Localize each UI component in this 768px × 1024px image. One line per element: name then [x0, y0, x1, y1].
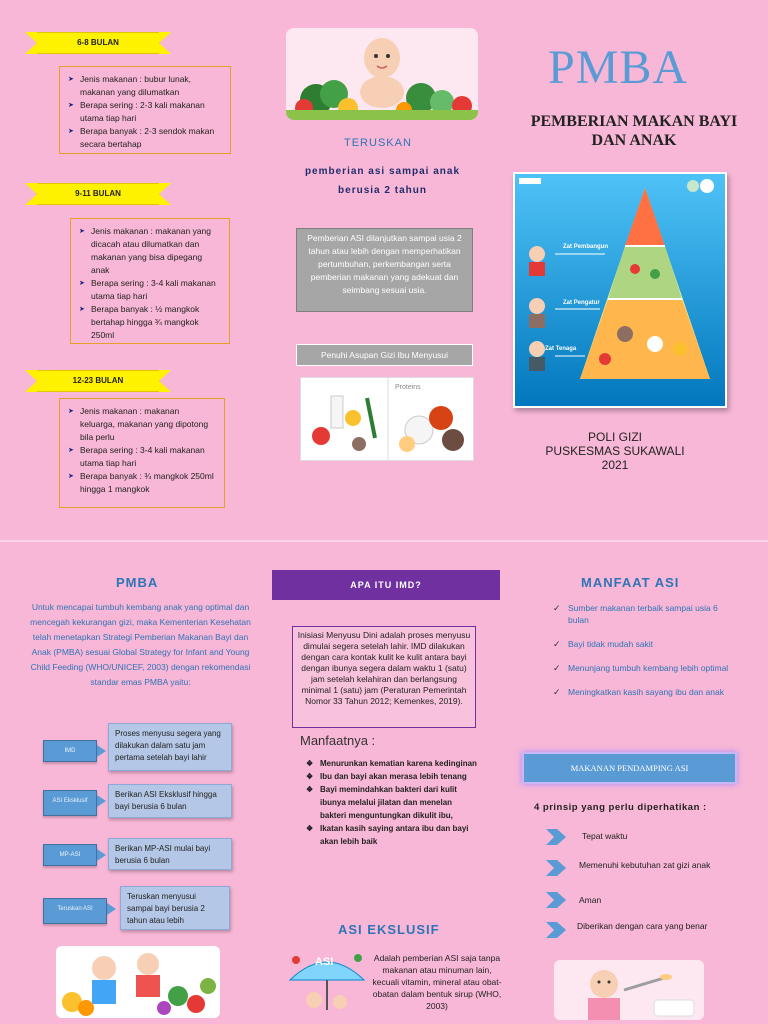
- manfaat-asi-list: [568, 602, 738, 710]
- imd-description: Inisiasi Menyusu Dini adalah proses menyusu dimulai segera setelah lahir. IMD dilakukan dengan cara kontak kulit ke kulit antara bayi dengan ibunya segera dalam waktu 1 (satu) jam setelah kelahiran dan berlangsung minimal 1 (satu) jam (Peraturan Pemerintah Nomor 33 Tahun 2012; Kemenkes, 2019).: [292, 626, 476, 728]
- list-item: ❖ Menurunkan kematian karena kedinginan: [320, 757, 480, 770]
- step-tag-mpasi: MP-ASI: [43, 844, 97, 866]
- pyramid-label-tenaga: Zat Tenaga: [545, 346, 577, 352]
- ribbon-label: 9-11 BULAN: [75, 189, 121, 198]
- prinsip-item-2: Memenuhi kebutuhan zat gizi anak: [579, 860, 711, 870]
- pyramid-label-pengatur: Zat Pengatur: [563, 300, 600, 306]
- age-box-6-8: [59, 66, 231, 154]
- list-item: ✓ Bayi tidak mudah sakit: [568, 638, 738, 650]
- arrow-right-icon: [546, 892, 566, 908]
- gizi-ibu-banner: Penuhi Asupan Gizi Ibu Menyusui: [296, 344, 473, 366]
- step-box-imd: Proses menyusu segera yang dilakukan dalam satu jam pertama setelah bayi lahir: [108, 723, 232, 771]
- ribbon-9-11: [36, 183, 160, 205]
- ribbon-6-8: [36, 32, 160, 54]
- list-item: ➤ Berapa banyak : ¾ mangkok 250ml hingga 1 mangkok: [80, 470, 216, 496]
- list-item: ✓ Sumber makanan terbaik sampai usia 6 bulan: [568, 602, 738, 626]
- ribbon-12-23: [36, 370, 160, 392]
- list-item: ❖ Ibu dan bayi akan merasa lebih tenang: [320, 770, 480, 783]
- age-box-12-23: [59, 398, 225, 508]
- cover-subtitle: PEMBERIAN MAKAN BAYI DAN ANAK: [530, 113, 738, 149]
- age-box-9-11: [70, 218, 230, 344]
- year: 2021: [601, 458, 629, 472]
- list-item: ➤ Berapa sering : 3-4 kali makanan utama tiap hari: [80, 444, 216, 470]
- list-item: ➤ Berapa banyak : ½ mangkok bertahap hingga ¾ mangkok 250ml: [91, 303, 221, 342]
- list-item: ➤ Berapa banyak : 2-3 sendok makan secara bertahap: [80, 125, 222, 151]
- ribbon-label: 6-8 BULAN: [77, 38, 119, 47]
- step-tag-teruskan: Teruskan ASI: [43, 898, 107, 924]
- list-item: ❖ Ikatan kasih saying antara ibu dan bayi akan lebih baik: [320, 822, 480, 848]
- org-line-1: POLI GIZI: [587, 430, 642, 444]
- baby-eating-photo: [554, 960, 704, 1020]
- prinsip-item-3: Aman: [579, 895, 602, 905]
- list-item: ➤ Jenis makanan : makanan yang dicacah atau dilumatkan dan makanan yang bisa dipegang anak: [91, 225, 221, 277]
- arrow-right-icon: [546, 860, 566, 876]
- asi-continuation-box: Pemberian ASI dilanjutkan sampai usia 2 tahun atau lebih dengan memperhatikan pertumbuhan, perkembangan serta pemberian makanan yang adekuat dan seimbang sesuai usia.: [296, 228, 473, 312]
- step-box-teruskan: Teruskan menyusui sampai bayi berusia 2 tahun atau lebih: [120, 886, 230, 930]
- proteins-label: Proteins: [395, 384, 421, 391]
- food-pyramid-image: [513, 172, 727, 408]
- list-item: ➤ Berapa sering : 3-4 kali makanan utama tiap hari: [91, 277, 221, 303]
- list-item: ✓ Menunjang tumbuh kembang lebih optimal: [568, 662, 738, 674]
- list-item: ➤ Berapa sering : 2-3 kali makanan utama tiap hari: [80, 99, 222, 125]
- nutrition-food-photo: [300, 377, 474, 461]
- org-line-2: PUSKESMAS SUKAWALI: [545, 444, 685, 458]
- list-item: ✓ Meningkatkan kasih sayang ibu dan anak: [568, 686, 738, 698]
- manfaat-imd-list: [320, 757, 480, 848]
- mpasi-banner: MAKANAN PENDAMPING ASI: [522, 752, 737, 784]
- asi-eksklusif-heading: ASI EKSLUSIF: [338, 922, 440, 937]
- list-item: ❖ Bayi memindahkan bakteri dari kulit ibunya melalui jilatan dan menelan bakteri menguntungkan dikulit ibu,: [320, 783, 480, 822]
- step-tag-asi: ASI Eksklusif: [43, 790, 97, 816]
- prinsip-item-4: Diberikan dengan cara yang benar: [577, 921, 708, 931]
- manfaat-heading: Manfaatnya :: [300, 733, 376, 748]
- pmba-intro: Untuk mencapai tumbuh kembang anak yang optimal dan mencegah kekurangan gizi, maka Kementerian Kesehatan telah menetapkan Strategi Pemberian Makanan Bayi dan Anak (PMBA) sesuai Global Strategy for Infant and Young Child Feeding (WHO/UNICEF, 2003) dengan rekomendasi standar emas PMBA yaitu:: [30, 602, 251, 687]
- teruskan-heading: TERUSKAN: [344, 137, 412, 149]
- pmba-heading: PMBA: [116, 575, 159, 590]
- list-item: ➤ Jenis makanan : makanan keluarga, makanan yang dipotong bila perlu: [80, 405, 216, 444]
- asi-duration-text: pemberian asi sampai anak berusia 2 tahun: [304, 166, 461, 196]
- manfaat-asi-heading: MANFAAT ASI: [581, 575, 680, 590]
- asi-umbrella-image: [282, 950, 372, 1020]
- step-tag-imd: IMD: [43, 740, 97, 762]
- child-fruits-photo: [56, 946, 220, 1018]
- arrow-right-icon: [546, 829, 566, 845]
- list-item: ➤ Jenis makanan : bubur lunak, makanan yang dilumatkan: [80, 73, 222, 99]
- asi-eksklusif-text: Adalah pemberian ASI saja tanpa makanan atau minuman lain, kecuali vitamin, mineral atau obat-obatan dalam bentuk sirup (WHO, 2003): [372, 953, 502, 1011]
- arrow-right-icon: [546, 922, 566, 938]
- organization-block: [540, 430, 690, 472]
- prinsip-title: 4 prinsip yang perlu diperhatikan :: [534, 802, 707, 813]
- ribbon-label: 12-23 BULAN: [72, 376, 124, 385]
- step-box-asi: Berikan ASI Eksklusif hingga bayi berusia 6 bulan: [108, 784, 232, 818]
- step-box-mpasi: Berikan MP-ASI mulai bayi berusia 6 bulan: [108, 838, 232, 870]
- cover-title: PMBA: [548, 41, 689, 94]
- baby-vegetables-photo: [286, 28, 478, 120]
- prinsip-item-1: Tepat waktu: [582, 831, 628, 841]
- imd-banner: APA ITU IMD?: [272, 570, 500, 600]
- pyramid-label-pembangun: Zat Pembangun: [563, 244, 609, 250]
- panel-divider: [0, 540, 768, 542]
- asi-umbrella-label: ASI: [315, 956, 334, 968]
